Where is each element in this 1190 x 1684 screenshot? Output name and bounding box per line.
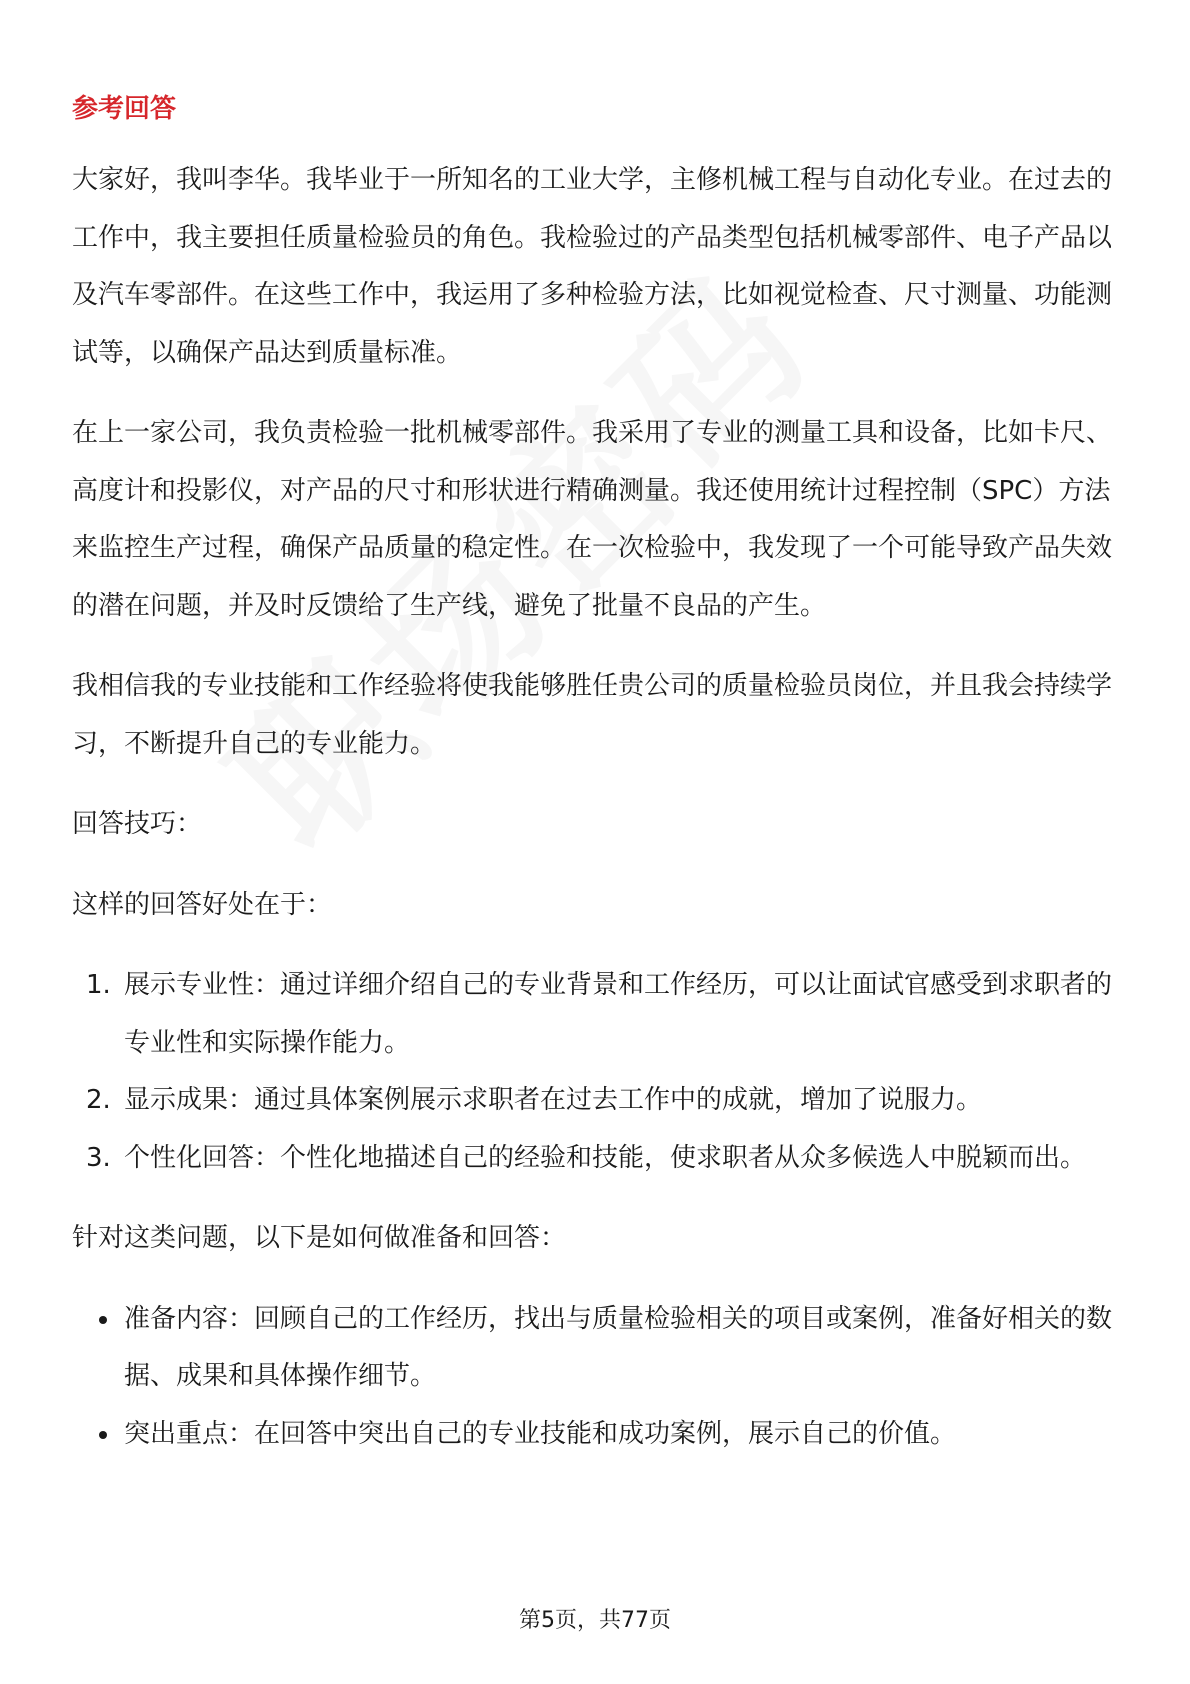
list-item (72, 1406, 1118, 1464)
list-item-text: 展示专业性：通过详细介绍自己的专业背景和工作经历，可以让面试官感受到求职者的专业性和实际操作能力。 (124, 970, 1113, 1058)
list-number: 1. (86, 970, 111, 1000)
list-item (72, 1130, 1118, 1188)
list-item-text: 准备内容：回顾自己的工作经历，找出与质量检验相关的项目或案例，准备好相关的数据、成果和具体操作细节。 (124, 1303, 1113, 1391)
list-item-text: 突出重点：在回答中突出自己的专业技能和成功案例，展示自己的价值。 (124, 1418, 957, 1449)
answer-paragraph-1: 大家好，我叫李华。我毕业于一所知名的工业大学，主修机械工程与自动化专业。在过去的工作中，我主要担任质量检验员的角色。我检验过的产品类型包括机械零部件、电子产品以及汽车零部件。在这些工作中，我运用了多种检验方法，比如视觉检查、尺寸测量、功能测试等，以确保产品达到质量标准。 (72, 165, 1113, 368)
list-number: 2. (86, 1085, 111, 1115)
list-item-text: 个性化回答：个性化地描述自己的经验和技能，使求职者从众多候选人中脱颖而出。 (124, 1142, 1087, 1173)
benefits-list (72, 957, 1118, 1187)
answer-paragraph-3: 我相信我的专业技能和工作经验将使我能够胜任贵公司的质量检验员岗位，并且我会持续学习，不断提升自己的专业能力。 (72, 671, 1113, 759)
tips-intro: 这样的回答好处在于： (72, 889, 333, 920)
page-content (72, 84, 1118, 1486)
list-item (72, 957, 1118, 1072)
section-heading: 参考回答 (72, 94, 177, 124)
list-item (72, 1072, 1118, 1130)
answer-paragraph-2: 在上一家公司，我负责检验一批机械零部件。我采用了专业的测量工具和设备，比如卡尺、高度计和投影仪，对产品的尺寸和形状进行精确测量。我还使用统计过程控制（SPC）方法来监控生产过程，确保产品质量的稳定性。在一次检验中，我发现了一个可能导致产品失效的潜在问题，并及时反馈给了生产线，避免了批量不良品的产生。 (72, 418, 1113, 621)
bullet-icon (99, 1431, 107, 1439)
list-item (72, 1291, 1118, 1406)
prep-list (72, 1291, 1118, 1464)
list-item-text: 显示成果：通过具体案例展示求职者在过去工作中的成就，增加了说服力。 (124, 1085, 983, 1115)
prep-intro: 针对这类问题，以下是如何做准备和回答： (72, 1223, 567, 1253)
tips-title: 回答技巧： (72, 809, 203, 839)
bullet-icon (99, 1316, 107, 1324)
page-footer: 第5页，共77页 (519, 1608, 671, 1633)
list-number: 3. (86, 1142, 111, 1173)
